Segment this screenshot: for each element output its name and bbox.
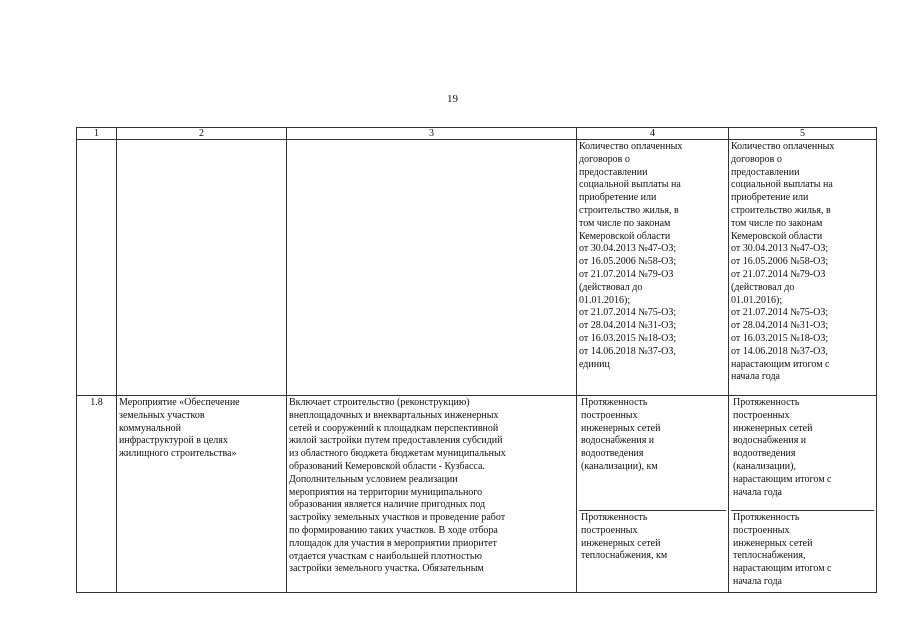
indicator-cell-split	[577, 396, 729, 593]
text-line: Кемеровской области	[579, 230, 671, 242]
text-line: от 21.07.2014 №75-ОЗ;	[731, 307, 829, 319]
text-line: жилищного строительства»	[119, 448, 237, 460]
column-header-5: 5	[729, 128, 877, 140]
text-line: от 16.03.2015 №18-ОЗ;	[731, 332, 829, 344]
text-line: Количество оплаченных	[731, 141, 835, 152]
text-line: внеплощадочных и внеквартальных инженерных	[289, 409, 499, 421]
text-line: отдается участкам с наибольшей плотностью	[289, 550, 482, 562]
text-line: (канализации), км	[581, 460, 658, 472]
table-header-row	[77, 128, 877, 140]
text-line: начала года	[733, 486, 782, 498]
row-a-indicator-cell	[577, 140, 729, 396]
text-line: жилой застройки путем предоставления субсидий	[289, 435, 503, 447]
text-line: начала года	[733, 575, 782, 587]
text-line: договоров о	[731, 153, 782, 165]
calculation-cell-split	[729, 396, 877, 593]
text-line: водоотведения	[733, 448, 796, 460]
text-line: Мероприятие «Обеспечение	[119, 397, 240, 408]
text-line: коммунальной	[119, 422, 181, 434]
text-line: (канализации),	[733, 460, 796, 472]
column-header-1: 1	[77, 128, 117, 140]
text-line: нарастающим итогом с	[733, 473, 832, 485]
text-line: образований Кемеровской области - Кузбасса.	[289, 460, 485, 472]
text-line: от 21.07.2014 №79-ОЗ	[731, 268, 826, 280]
event-name-cell	[117, 396, 287, 593]
text-line: площадок для участия в мероприятии приоритет	[289, 537, 497, 549]
text-line: от 30.04.2013 №47-ОЗ;	[731, 243, 829, 255]
text-line: инженерных сетей	[733, 537, 813, 549]
text-line: инженерных сетей	[581, 537, 661, 549]
row-a-calculation-cell	[729, 140, 877, 396]
event-description-cell	[287, 396, 577, 593]
text-line: том числе по законам	[731, 217, 823, 229]
text-line: образования является наличие пригодных под	[289, 499, 486, 511]
text-line: строительство жилья, в	[731, 204, 831, 216]
text-line: от 28.04.2014 №31-ОЗ;	[579, 320, 677, 332]
text-line: Дополнительным условием реализации	[289, 473, 458, 485]
text-line: социальной выплаты на	[579, 179, 681, 191]
text-line: Протяженность	[733, 397, 800, 408]
text-line: Протяженность	[581, 397, 648, 408]
text-line: водоотведения	[581, 448, 644, 460]
text-line: Количество оплаченных	[579, 141, 683, 152]
text-line: Включает строительство (реконструкцию)	[289, 397, 470, 408]
text-line: договоров о	[579, 153, 630, 165]
text-line: инженерных сетей	[733, 422, 813, 434]
text-line: по формированию таких участков. В ходе отбора	[289, 524, 498, 536]
text-line: водоснабжения и	[581, 435, 655, 447]
table-row	[77, 396, 877, 593]
indicator-heating	[579, 511, 726, 563]
text-line: приобретение или	[579, 192, 657, 204]
text-line: построенных	[733, 409, 790, 421]
text-line: строительство жилья, в	[579, 204, 679, 216]
text-line: водоснабжения и	[733, 435, 807, 447]
text-line: том числе по законам	[579, 217, 671, 229]
text-line: от 16.05.2006 №58-ОЗ;	[579, 256, 677, 268]
text-line: от 28.04.2014 №31-ОЗ;	[731, 320, 829, 332]
row-a-number-cell	[77, 140, 117, 396]
text-line: построенных	[733, 524, 790, 536]
text-line: земельных участков	[119, 409, 205, 421]
text-line: начала года	[731, 371, 780, 383]
text-line: предоставлении	[579, 166, 648, 178]
text-line: построенных	[581, 409, 638, 421]
calculation-heating	[731, 511, 874, 589]
text-line: мероприятия на территории муниципального	[289, 486, 483, 498]
column-header-2: 2	[117, 128, 287, 140]
text-line: сетей и сооружений к площадкам перспективной	[289, 422, 499, 434]
text-line: инфраструктурой в целях	[119, 435, 228, 447]
text-line: Протяженность	[581, 512, 648, 523]
text-line: 01.01.2016);	[731, 294, 783, 306]
text-line: от 30.04.2013 №47-ОЗ;	[579, 243, 677, 255]
column-header-4: 4	[577, 128, 729, 140]
text-line: приобретение или	[731, 192, 809, 204]
text-line: от 21.07.2014 №79-ОЗ	[579, 268, 674, 280]
text-line: Кемеровской области	[731, 230, 823, 242]
text-line: теплоснабжения,	[733, 550, 806, 562]
text-line: нарастающим итогом с	[733, 563, 832, 575]
text-line: построенных	[581, 524, 638, 536]
text-line: предоставлении	[731, 166, 800, 178]
text-line: Протяженность	[733, 512, 800, 523]
table-row	[77, 140, 877, 396]
text-line: социальной выплаты на	[731, 179, 833, 191]
text-line: из областного бюджета бюджетам муниципальных	[289, 448, 506, 460]
calculation-water-sewer	[731, 397, 874, 511]
text-line: от 21.07.2014 №75-ОЗ;	[579, 307, 677, 319]
text-line: от 14.06.2018 №37-ОЗ,	[731, 345, 828, 357]
text-line: (действовал до	[579, 281, 643, 293]
text-line: нарастающим итогом с	[731, 358, 830, 370]
text-line: единиц	[579, 358, 610, 370]
indicator-water-sewer	[579, 397, 726, 511]
row-a-description-cell	[287, 140, 577, 396]
text-line: (действовал до	[731, 281, 795, 293]
text-line: 01.01.2016);	[579, 294, 631, 306]
text-line: теплоснабжения, км	[581, 550, 668, 562]
text-line: от 14.06.2018 №37-ОЗ,	[579, 345, 676, 357]
text-line: от 16.03.2015 №18-ОЗ;	[579, 332, 677, 344]
row-number-1-8: 1.8	[77, 396, 117, 593]
column-header-3: 3	[287, 128, 577, 140]
program-table	[76, 127, 877, 593]
text-line: от 16.05.2006 №58-ОЗ;	[731, 256, 829, 268]
text-line: инженерных сетей	[581, 422, 661, 434]
text-line: застройку земельных участков и проведение работ	[289, 512, 506, 524]
row-a-event-cell	[117, 140, 287, 396]
page-number: 19	[447, 93, 458, 105]
text-line: застройки земельного участка. Обязательным	[289, 563, 484, 575]
